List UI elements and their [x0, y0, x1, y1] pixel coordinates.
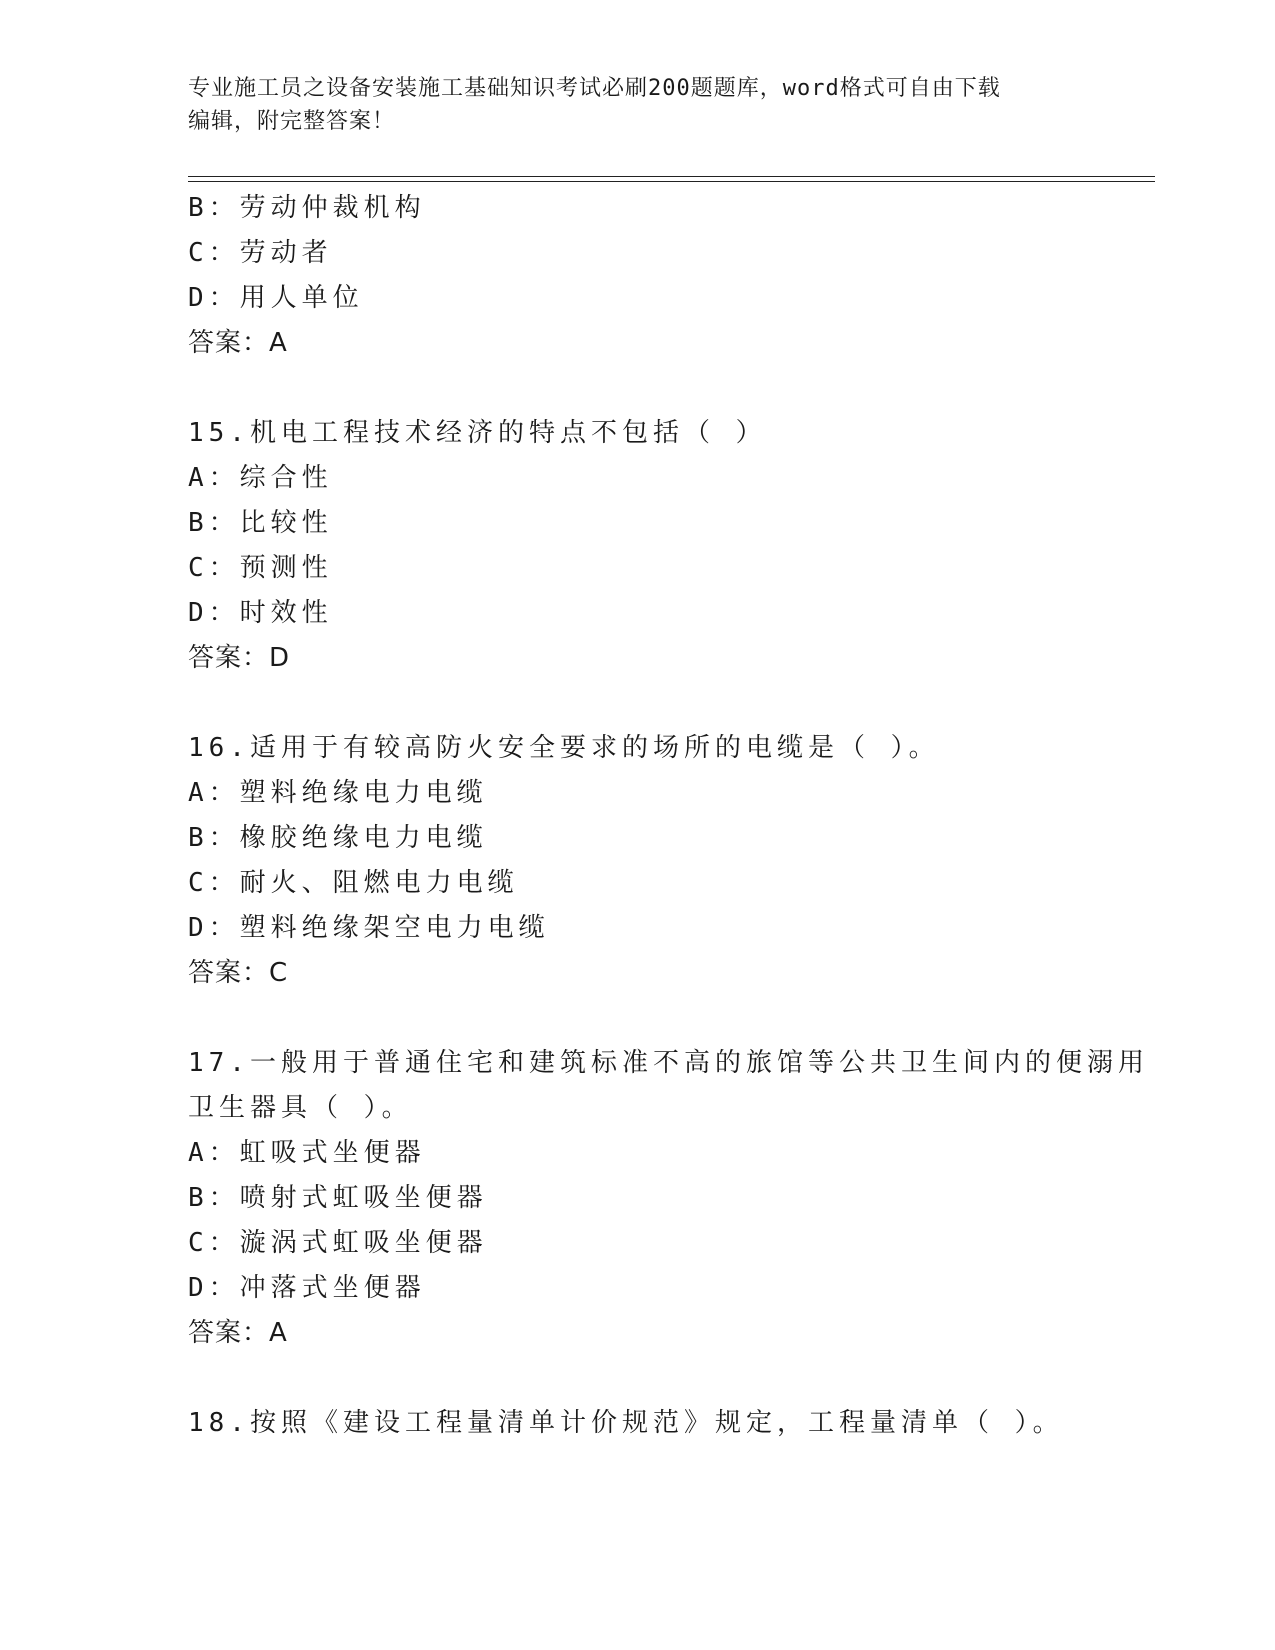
q17-option-c: C：漩涡式虹吸坐便器	[188, 1228, 488, 1258]
q14-option-d: D：用人单位	[188, 283, 364, 313]
header-title-line-2: 编辑，附完整答案！	[188, 109, 396, 134]
q17-option-d: D：冲落式坐便器	[188, 1273, 426, 1303]
q14-option-b: B：劳动仲裁机构	[188, 193, 426, 223]
document-header	[188, 72, 1088, 138]
q16-answer: 答案：C	[188, 958, 289, 988]
q14-option-c: C：劳动者	[188, 238, 333, 268]
q15-option-c: C：预测性	[188, 553, 333, 583]
q16-question: 16.适用于有较高防火安全要求的场所的电缆是（ ）。	[188, 733, 940, 763]
q15-option-d: D：时效性	[188, 598, 333, 628]
q15-option-b: B：比较性	[188, 508, 333, 538]
header-divider-top	[188, 176, 1155, 177]
q15-answer: 答案：D	[188, 643, 291, 673]
q16-option-a: A：塑料绝缘电力电缆	[188, 778, 488, 808]
q16-option-b: B：橡胶绝缘电力电缆	[188, 823, 488, 853]
q17-question-line-1: 17.一般用于普通住宅和建筑标准不高的旅馆等公共卫生间内的便溺用	[188, 1048, 1149, 1078]
q17-answer: 答案：A	[188, 1318, 288, 1348]
q16-option-c: C：耐火、阻燃电力电缆	[188, 868, 519, 898]
header-divider-bottom	[188, 181, 1155, 182]
q14-answer: 答案：A	[188, 328, 288, 358]
q17-question-line-2: 卫生器具（ ）。	[188, 1093, 413, 1123]
q15-question: 15.机电工程技术经济的特点不包括（ ）	[188, 418, 767, 448]
header-title-line-1: 专业施工员之设备安装施工基础知识考试必刷200题题库，word格式可自由下载	[188, 76, 1001, 101]
q15-option-a: A：综合性	[188, 463, 333, 493]
q16-option-d: D：塑料绝缘架空电力电缆	[188, 913, 550, 943]
q17-option-b: B：喷射式虹吸坐便器	[188, 1183, 488, 1213]
q17-option-a: A：虹吸式坐便器	[188, 1138, 426, 1168]
q18-question: 18.按照《建设工程量清单计价规范》规定，工程量清单（ ）。	[188, 1408, 1064, 1438]
